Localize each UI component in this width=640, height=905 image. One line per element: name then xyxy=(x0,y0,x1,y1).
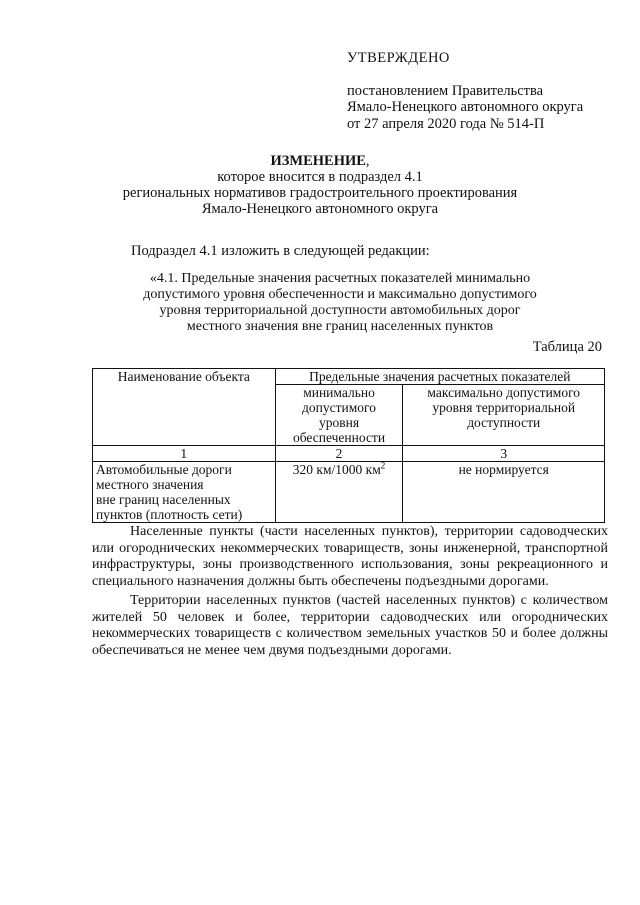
min-value-text: 320 км/1000 км xyxy=(292,462,381,477)
row-object-line: пунктов (плотность сети) xyxy=(96,507,243,522)
table-header-row xyxy=(93,369,605,385)
min-value-superscript: 2 xyxy=(380,460,386,471)
table-number-row xyxy=(93,446,605,462)
table-row xyxy=(93,462,605,523)
subtitle-line: допустимого уровня обеспеченности и максимально допустимого xyxy=(143,287,537,302)
header-max xyxy=(403,385,605,446)
heading-title-suffix: , xyxy=(365,153,370,169)
approval-title: УТВЕРЖДЕНО xyxy=(347,50,450,66)
column-number: 2 xyxy=(275,446,403,462)
row-object-line: вне границ населенных xyxy=(96,492,231,507)
paragraph: Населенные пункты (части населенных пунктов), территории садоводческих или огороднических некоммерческих товариществ, зоны инженерной, транспортной инфраструктуры, зоны производственного использования, зоны рекреационного и специального назначения должны быть обеспечены подъездными дорогами. xyxy=(92,524,608,589)
row-object xyxy=(93,462,276,523)
intro-text: Подраздел 4.1 изложить в следующей редакции: xyxy=(131,243,430,259)
approval-block xyxy=(347,50,583,132)
heading-line: Ямало-Ненецкого автономного округа xyxy=(201,201,439,217)
body-text xyxy=(92,524,608,662)
document-heading xyxy=(95,153,545,217)
heading-line: региональных нормативов градостроительного проектирования xyxy=(122,185,518,201)
approval-line: от 27 апреля 2020 года № 514-П xyxy=(347,115,545,132)
section-subtitle xyxy=(115,271,565,335)
header-min-line: допустимого xyxy=(302,400,376,415)
header-min xyxy=(275,385,403,446)
heading-title: ИЗМЕНЕНИЕ xyxy=(270,153,366,169)
paragraph: Территории населенных пунктов (частей населенных пунктов) с количеством жителей 50 человек и более, территории садоводческих или огороднических некоммерческих товариществ с количеством земельных участков 50 и более должны обеспечиваться не менее чем двумя подъездными дорогами. xyxy=(92,593,608,658)
norms-table xyxy=(92,368,605,523)
header-max-line: уровня территориальной xyxy=(432,400,576,415)
header-min-line: минимально xyxy=(303,385,375,400)
header-min-line: обеспеченности xyxy=(292,430,386,445)
table-caption: Таблица 20 xyxy=(532,339,602,355)
approval-line: Ямало-Ненецкого автономного округа xyxy=(347,99,584,115)
approval-line: постановлением Правительства xyxy=(347,82,544,99)
row-min-value xyxy=(275,462,403,523)
header-object: Наименование объекта xyxy=(93,369,276,446)
header-max-line: доступности xyxy=(467,415,541,430)
row-object-line: Автомобильные дороги xyxy=(96,462,232,477)
row-object-line: местного значения xyxy=(96,477,204,492)
header-min-line: уровня xyxy=(318,415,360,430)
column-number: 3 xyxy=(403,446,605,462)
row-max-value: не нормируется xyxy=(403,462,605,523)
header-max-line: максимально допустимого xyxy=(427,385,581,400)
column-number: 1 xyxy=(93,446,276,462)
subtitle-line: уровня территориальной доступности автомобильных дорог xyxy=(159,303,521,318)
heading-line: которое вносится в подраздел 4.1 xyxy=(217,169,423,185)
subtitle-line: местного значения вне границ населенных пунктов xyxy=(186,319,494,334)
subtitle-line: «4.1. Предельные значения расчетных показателей минимально xyxy=(149,271,531,286)
header-limits: Предельные значения расчетных показателей xyxy=(275,369,604,385)
